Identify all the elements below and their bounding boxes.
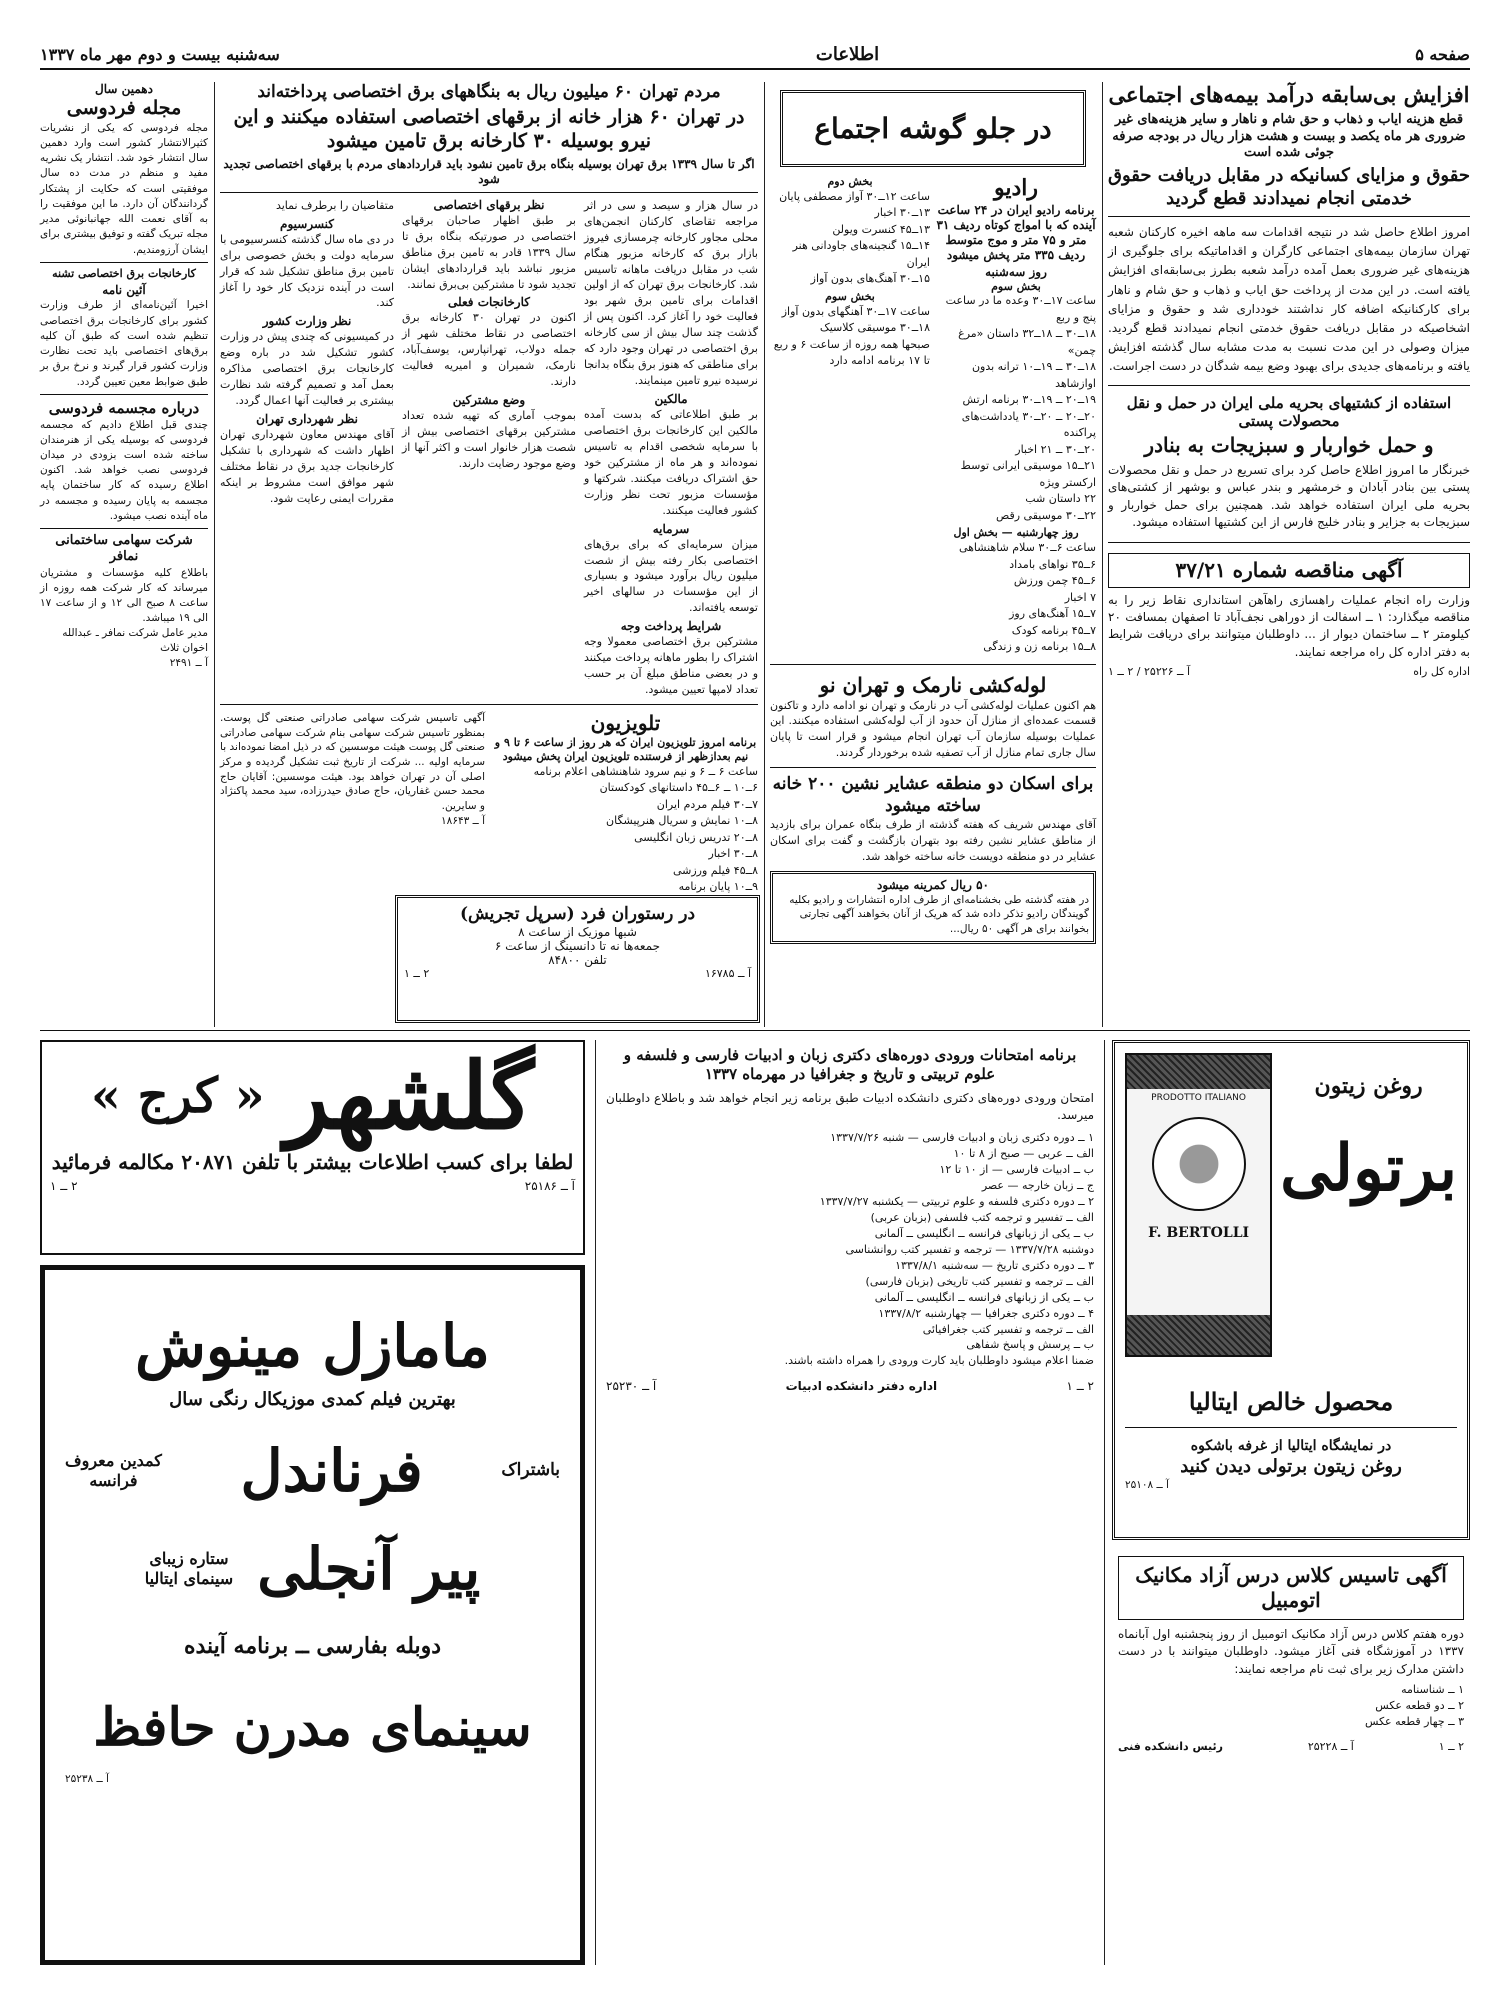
cinema-actor-1: فرناندل <box>240 1437 423 1505</box>
radio-program-line: ۱۹ــ۲۰ ــ ۱۹ــ۳۰ برنامه ارتش <box>962 393 1096 407</box>
tv-program-line: ۸ــ۳۰ اخبار <box>708 847 758 860</box>
statue-body: چندی قبل اطلاع دادیم که مجسمه فردوسی که بوسیله یکی از هنرمندان ساخته شده است بزودی در میدان فردوسی نصب خواهد شد. اکنون اطلاع رسیده که کار ساختمان پایه مجسمه به پایان رسیده و مجسمه در ماه آینده نصب میشود. <box>40 418 208 522</box>
exam-code-2: ۲ ــ ۱ <box>1066 1379 1094 1394</box>
issue-date: سه‌شنبه بیست و دوم مهر ماه ۱۳۳۷ <box>40 44 280 64</box>
tender-signature: اداره کل راه <box>1413 665 1470 679</box>
cinema-actor-1-desc-b: فرانسه <box>89 1471 138 1490</box>
column-box <box>780 90 1086 167</box>
tv-program-line: ۸ــ۱۰ نمایش و سریال هنرپیشگان <box>606 814 758 827</box>
small-ad-title: ۵۰ ریال کمرینه میشود <box>877 877 989 892</box>
can-brand-text: F. BERTOLLI <box>1148 1225 1250 1241</box>
exam-item: ۳ ــ دوره دکتری تاریخ — سه‌شنبه ۱۳۳۷/۸/۱ <box>895 1258 1094 1272</box>
tender-code: آ ــ ۲۵۲۲۶ / ۲ ــ ۱ <box>1108 665 1191 679</box>
bertolli-line-1: در نمایشگاه ایتالیا از غرفه باشکوه <box>1190 1438 1392 1454</box>
mid-body-3: در کمیسیونی که چندی پیش در وزارت کشور تشکیل شد در باره وضع کارخانجات برق اختصاصی مذاکره بعمل آمد و تصمیم گرفته شد نظارت بیشتری بر فعالیت آنها اعمال گردد. <box>220 330 394 408</box>
radio-program-line: ۱۸ــ۳۰ موسیقی کلاسیک <box>819 321 930 334</box>
company-notice: آگهی تاسیس شرکت سهامی صادراتی صنعتی گل پوست. بمنظور تاسیس شرکت سهامی بنام شرکت سهامی صادراتی صنعتی گل پوست هیئت موسسین که در ذیل امضا نموده‌اند با سرمایه اولیه ... شرکت از تاریخ ثبت تشکیل گردیده و مرکز اصلی آن در تهران خواهد بود. هیئت موسسین: آقایان حاج محمد حسن غفاریان، حاج صادق حیدرزاده، سید محمد پاکنژاد و سایرین. <box>220 712 485 813</box>
shipping-title: استفاده از کشتیهای بحریه ملی ایران در حمل و نقل محصولات پستی <box>1126 393 1452 431</box>
mechanic-item: ۱ ــ شناسنامه <box>1401 1683 1464 1697</box>
mechanic-item: ۳ ــ چهار قطعه عکس <box>1364 1715 1464 1729</box>
radio-program-line: ساعت ۱۲ــ۳۰ آواز مصطفی پایان <box>779 189 930 203</box>
radio-program-line: صبحها همه روزه از ساعت ۶ و ربع تا ۱۷ برنامه ادامه دارد <box>773 337 930 367</box>
bertolli-line-2: روغن زیتون برتولی دیدن کنید <box>1180 1455 1402 1477</box>
radio-program-line: ۶ــ۳۵ نواهای بامداد <box>1009 557 1096 571</box>
radio-section-2: روز چهارشنبه — بخش اول <box>953 526 1079 540</box>
cinema-actor-2-desc-b: سینمای ایتالیا <box>144 1569 234 1588</box>
mechanic-code: آ ــ ۲۵۲۲۸ <box>1307 1739 1354 1753</box>
golshahr-subtitle: « کرج » <box>90 1068 265 1124</box>
exam-item: ب ــ یکی از زبانهای فرانسه ــ انگلیسی ــ آلمانی <box>874 1290 1094 1304</box>
bertolli-sub: محصول خالص ایتالیا <box>1188 1387 1394 1416</box>
elec-body-3: میزان سرمایه‌ای که برای برق‌های اختصاصی بکار رفته بیش از شصت میلیون ریال برآورد میشود و بسیاری از این مؤسسات در سالهای اخیر توسعه یافته‌اند. <box>584 537 758 615</box>
cinema-line-3: دوبله بفارسی ــ برنامه آینده <box>183 1633 442 1659</box>
radio-program-line: ۸ــ۱۵ برنامه زن و زندگی <box>983 640 1096 653</box>
radio-program-line: ۲۰ــ۲۰ ــ ۲۰ــ۳۰ یادداشت‌های پراکنده <box>961 409 1096 440</box>
shipping-body: خبرنگار ما امروز اطلاع حاصل کرد برای تسریع در حمل و نقل محصولات پستی بین بنادر آبادان و خرمشهر و بندر عباس و بوشهر از کشتی‌های بحریه ملی ایران استفاده خواهد شد. همچنین برای حمل خواربار و سبزیجات به جزایر و بنادر خلیج فارس از این کشتیها استفاده میشود. <box>1108 463 1470 530</box>
namafar-body: باطلاع کلیه مؤسسات و مشتریان میرساند که کار شرکت همه روزه از ساعت ۸ صبح الی ۱۲ و از ساعت ۱۷ الی ۱۹ میباشد. <box>40 566 208 625</box>
elec-body-7: بموجب آماری که تهیه شده تعداد مشترکین برقهای اختصاصی بیش از شصت هزار خانوار است و اکثر آنها از وضع موجود رضایت دارند. <box>402 409 576 470</box>
tv-program-line: ۸ــ۴۵ فیلم ورزشی <box>672 863 758 877</box>
radio-program-line: ۱۵ــ۳۰ آهنگ‌های بدون آواز <box>810 272 930 286</box>
shipping-subtitle: و حمل خواربار و سبزیجات به بنادر <box>1144 433 1434 457</box>
cinema-code: آ ــ ۲۵۲۳۸ <box>65 1772 109 1785</box>
insurance-article <box>1108 82 1470 1027</box>
elec-body-4: مشترکین برق اختصاصی معمولا وجه اشتراک را بطور ماهانه پرداخت میکنند و در بعضی مناطق مبلغ آن بر حسب تعداد لامپها تعیین میشود. <box>584 635 758 697</box>
namafar-code: آ ــ ۲۴۹۱ <box>169 656 208 669</box>
tv-program-line: ۶ــ۱۰ ــ ۶ــ۴۵ داستانهای کودکستان <box>599 781 758 794</box>
column-box-label: در جلو گوشه اجتماع <box>814 112 1052 145</box>
restaurant-ad <box>395 895 760 1023</box>
ferdowsi-body: مجله فردوسی که یکی از نشریات کثیرالانتشار کشور است وارد دهمین سال انتشار خود شد. انتشار یک نشریه مفید و منظم در مدت ده سال موفقیتی است که حکایت از پشتکار گردانندگان آن دارد. ما این موفقیت را به آقای نعمت الله جهانبانوئی مدیر مجله تبریک گفته و توفیق بیشتری برای ایشان آرزومندیم. <box>40 121 208 256</box>
can-top-text: PRODOTTO ITALIANO <box>1151 1093 1246 1103</box>
tv-title: تلویزیون <box>590 711 661 735</box>
exam-item: ۱ ــ دوره دکتری زبان و ادبیات فارسی — شنبه ۱۳۳۷/۷/۲۶ <box>830 1131 1094 1145</box>
radio-program-line: ساعت ۱۷ــ۳۰ آهنگهای بدون آواز <box>781 304 930 318</box>
tv-intro: برنامه امروز تلویزیون ایران که هر روز از ساعت ۶ تا ۹ و نیم بعدازظهر از فرستنده تلویزیون ایران پخش میشود <box>494 736 757 763</box>
cinema-actor-1-desc-a: کمدین معروف <box>65 1451 162 1470</box>
company-notice-code: آ ــ ۱۸۶۴۳ <box>441 814 485 827</box>
radio-program-line: ۲۲ داستان شب <box>1025 492 1096 506</box>
mechanic-signature: رئیس دانشکده فنی <box>1118 1739 1223 1753</box>
tv-program-line: ۷ــ۳۰ فیلم مردم ایران <box>656 797 758 811</box>
exam-item: الف ــ تفسیر و ترجمه کتب فلسفی (بزبان عربی) <box>870 1210 1094 1224</box>
radio-intro: برنامه رادیو ایران در ۲۴ ساعت آینده که با امواج کوتاه ردیف ۳۱ متر و ۷۵ متر و موج متوسط ردیف ۳۳۵ متر پخش میشود <box>936 202 1096 262</box>
elec-body-1: در سال هزار و سیصد و سی در اثر مراجعه تقاضای کارکنان انجمن‌های محلی مجاور کارخانه چرمسازی فیروز بازار برق که کارخانه مزبور هنگام شب در مقابل دریافت ماهانه تاسیس شد. کارخانجات برق تهران که از اولین اقدامات برای تامین برق شهر بود فعالیت خود را آغاز کرد. اکنون پس از گذشت چند سال بیش از سی کارخانه برق اختصاصی در تهران وجود دارد که برای مناطقی که هنوز برق بنگاه بدانجا نرسیده نیرو تامین مینمایند. <box>584 198 758 388</box>
cinema-name: سینمای مدرن حافظ <box>93 1696 532 1758</box>
olive-branch-icon <box>1152 1117 1246 1211</box>
radio-section-3: بخش دوم <box>827 175 873 188</box>
radio-program-line: ساعت ۱۷ــ۳۰ وعده ما در ساعت پنج و ربع <box>945 294 1096 324</box>
small-ad <box>770 871 1096 944</box>
radio-program-line: ۶ــ۴۵ چمن ورزش <box>1013 574 1096 587</box>
resettle-body: آقای مهندس شریف که هفته گذشته از طرف بنگاه عمران برای بازدید از مناطق عشایر نشین رفته بود بتهران بازگشت و گفت برای اسکان عشایر در دو منطقه دویست خانه ساخته خواهد شد. <box>770 817 1096 863</box>
exam-item: ج ــ زبان خارجه — عصر <box>981 1179 1094 1193</box>
article-subtitle: قطع هزینه ایاب و ذهاب و حق شام و ناهار و سایر هزینه‌های غیر ضروری هر ماه یکصد و بیست و هشت هزار ریال در بودجه صرفه جوئی شده است <box>1112 112 1466 160</box>
elec-subhead-5: کارخانجات فعلی <box>448 295 530 310</box>
radio-program-line: ۲۲ــ۳۰ موسیقی رقص <box>996 508 1096 522</box>
tender-title: آگهی مناقصه شماره ۳۷/۲۱ <box>1108 553 1470 588</box>
exam-item: ضمنا اعلام میشود داوطلبان باید کارت ورودی را همراه داشته باشند. <box>784 1354 1094 1368</box>
mechanic-body: دوره هفتم کلاس درس آزاد مکانیک اتومبیل از روز پنجشنبه اول آبانماه ۱۳۳۷ در آموزشگاه فنی آغاز میشود. داوطلبان میتوانند با در دست داشتن مدارک زیر برای ثبت نام مراجعه نمایند: <box>1118 1627 1464 1676</box>
mid-heading-2: نظر وزارت کشور <box>262 314 352 329</box>
mid-heading-3: نظر شهرداری تهران <box>256 412 358 427</box>
statue-heading: درباره مجسمه فردوسی <box>48 398 200 417</box>
mid-body-4: آقای مهندس معاون شهرداری تهران اظهار داشت که شهرداری با تشکیل کارخانجات جدید برق در نقاط مختلف شهر موافق است مشروط بر اینکه مقررات ایمنی رعایت شود. <box>220 428 394 505</box>
left-column <box>40 82 208 1027</box>
bertolli-ad <box>1112 1040 1470 1540</box>
bertolli-brand: برتولی <box>1280 1130 1457 1206</box>
small-ad-body: در هفته گذشته طی بخشنامه‌ای از طرف اداره انتشارات و رادیو بکلیه گویندگان رادیو تذکر داده شد که هریک از آنان بخواهند آگهی تجارتی بخوانند برای هر آگهی ۵۰ ریال... <box>789 893 1089 935</box>
elec-body-6: اکنون در تهران ۳۰ کارخانه برق اختصاصی در نقاط مختلف شهر از جمله دولاب، تهرانپارس، یوسف‌آباد، نارمک، شمیران و امیریه فعالیت دارند. <box>402 311 576 389</box>
radio-day: روز سه‌شنبه <box>985 264 1047 279</box>
radio-program-line: ۷ــ۱۵ آهنگ‌های روز <box>1009 607 1096 620</box>
exam-item: الف ــ ترجمه و تفسیر کتب جغرافیائی <box>922 1322 1094 1336</box>
exam-code: آ ــ ۲۵۲۳۰ <box>606 1379 657 1394</box>
elec-title-2: در تهران ۶۰ هزار خانه از برقهای اختصاصی استفاده میکنند و این نیرو بوسیله ۳۰ کارخانه برق تامین میشود <box>233 106 745 152</box>
elec-body-2: بر طبق اطلاعاتی که بدست آمده مالکین این کارخانجات برق اختصاصی با سرمایه شخصی اقدام به تاسیس نموده‌اند و هر ماه از مشترکین خود حق اشتراک دریافت میکنند. شرکتها و مؤسسات مزبور تحت نظر وزارت کشور فعالیت میکنند. <box>584 408 758 517</box>
radio-section <box>770 82 1096 1027</box>
radio-program-line: ۱۴ــ۱۵ گنجینه‌های جاودانی هنر ایران <box>792 239 930 269</box>
radio-title: رادیو <box>993 175 1039 201</box>
tv-program-line: ساعت ۶ ــ ۶ و نیم سرود شاهنشاهی اعلام برنامه <box>533 764 758 778</box>
restaurant-code-2: ۲ ــ ۱ <box>404 967 430 981</box>
exam-item: الف ــ عربی — صبح از ۸ تا ۱۰ <box>953 1147 1094 1161</box>
left-heading-2: کارخانجات برق اختصاصی تشنه <box>52 266 196 280</box>
radio-program-line: ۷ــ۴۵ برنامه کودک <box>1011 623 1096 637</box>
golshahr-ad <box>40 1040 585 1255</box>
exam-item: الف ــ ترجمه و تفسیر کتب تاریخی (بزبان فارسی) <box>865 1274 1094 1288</box>
exam-item: ب ــ یکی از زبانهای فرانسه ــ انگلیسی ــ آلمانی <box>874 1226 1094 1240</box>
radio-section-1: بخش سوم <box>991 279 1041 293</box>
elec-subtitle: اگر تا سال ۱۳۳۹ برق تهران بوسیله بنگاه برق تامین نشود باید قراردادهای مردم با برقهای اختصاصی تجدید شود <box>223 156 755 186</box>
restaurant-phone: تلفن ۸۴۸۰۰ <box>548 953 607 968</box>
resettle-title: برای اسکان دو منطقه عشایر نشین ۲۰۰ خانه ساخته میشود <box>772 774 1094 816</box>
left-heading-3: آئین نامه <box>102 283 146 298</box>
elec-body-5: بر طبق اظهار صاحبان برقهای اختصاصی در صورتیکه بنگاه برق تا سال ۱۳۳۹ قادر به تامین برق مناطق مزبور نباشد باید قراردادهای ایشان تجدید شود تا مشترکین بی‌برق نمانند. <box>402 213 577 291</box>
radio-program-line: ساعت ۶ــ۳۰ سلام شاهنشاهی <box>958 541 1096 554</box>
restaurant-title: در رستوران فرد (سرپل تجریش) <box>459 904 696 924</box>
ferdowsi-title: مجله فردوسی <box>66 97 182 119</box>
mechanic-title: آگهی تاسیس کلاس درس آزاد مکانیک اتومبیل <box>1118 1556 1464 1620</box>
golshahr-code-2: ۲ ــ ۱ <box>50 1179 78 1193</box>
exam-title: برنامه امتحانات ورودی دوره‌های دکتری زبان و ادبیات فارسی و فلسفه و علوم تربیتی و تاریخ و جغرافیا در مهرماه ۱۳۳۷ <box>623 1046 1077 1083</box>
radio-section-4: بخش سوم <box>825 289 875 303</box>
bertolli-code: آ ــ ۲۵۱۰۸ <box>1125 1479 1169 1491</box>
elec-subhead-3: شرایط پرداخت وجه <box>620 619 722 634</box>
golshahr-line: لطفا برای کسب اطلاعات بیشتر با تلفن ۲۰۸۷۱ مکالمه فرمائید <box>51 1150 574 1174</box>
radio-program-line: ۱۳ــ۳۰ اخبار <box>874 206 930 220</box>
olive-oil-can-icon <box>1125 1053 1272 1357</box>
cinema-film-title: مامازل مینوش <box>135 1312 490 1380</box>
radio-program-line: ۷ اخبار <box>1064 590 1096 604</box>
elec-subhead-6: وضع مشترکین <box>452 393 526 408</box>
elec-subhead-1: مالکین <box>654 392 688 406</box>
exam-signature: اداره دفتر دانشکده ادبیات <box>785 1379 938 1394</box>
mechanic-code-2: ۲ ــ ۱ <box>1438 1739 1464 1753</box>
exam-program <box>595 1040 1105 1965</box>
cinema-actor-2-desc-a: ستاره زیبای <box>149 1549 229 1568</box>
exam-item: دوشنبه ۱۳۳۷/۷/۲۸ — ترجمه و تفسیر کتب روانشناسی <box>845 1242 1094 1256</box>
exam-item: ۲ ــ دوره دکتری فلسفه و علوم تربیتی — یکشنبه ۱۳۳۷/۷/۲۷ <box>819 1195 1094 1209</box>
namafar-heading: شرکت سهامی ساختمانی نمافر <box>55 533 193 565</box>
mechanic-item: ۲ ــ دو قطعه عکس <box>1375 1699 1464 1713</box>
article-subtitle-2: حقوق و مزایای کسانیکه در مقابل دریافت حقوق خدمتی انجام نمیدادند قطع گردید <box>1108 165 1470 209</box>
bertolli-label: روغن زیتون <box>1314 1073 1423 1099</box>
radio-program-line: ۲۰ــ۳۰ ــ ۲۱ اخبار <box>1015 442 1096 456</box>
article-title: افزایش بی‌سابقه درآمد بیمه‌های اجتماعی <box>1108 82 1470 107</box>
restaurant-line-2: جمعه‌ها نه تا دانسینگ از ساعت ۶ <box>494 939 661 954</box>
radio-program-line: ۲۱ــ۱۵ موسیقی ایرانی توسط ارکستر ویژه <box>960 459 1096 489</box>
exam-item: ب ــ پرسش و پاسخ شفاهی <box>966 1338 1094 1352</box>
elec-subhead-4: نظر برقهای اختصاصی <box>433 197 545 212</box>
exam-item: ب ــ ادبیات فارسی — از ۱۰ تا ۱۲ <box>939 1163 1094 1177</box>
exam-intro: امتحان ورودی دوره‌های دکتری دانشکده ادبیات طبق برنامه زیر انجام خواهد شد و باطلاع داوطلبان میرسد. <box>606 1090 1094 1122</box>
page-number: صفحه ۵ <box>1415 44 1470 64</box>
tender-body: وزارت راه انجام عملیات راهسازی راهآهن استانداری نقاط زیر را به مناقصه میگذارد: ۱ ــ اسفالت از دوراهی نجف‌آباد تا اصفهان بمسافت ۲۰ کیلومتر ۲ ــ ساختمان دیوار از ... داوطلبان میتوانند برای دریافت شرایط به دفتر اداره کل راه مراجعه نمایند. <box>1108 592 1470 659</box>
ferdowsi-label: دهمین سال <box>95 82 153 96</box>
cinema-with-label: باشتراک <box>501 1460 560 1481</box>
electricity-article <box>220 82 758 892</box>
mechanic-ad <box>1112 1550 1470 1965</box>
exam-item: ۴ ــ دوره دکتری جغرافیا — چهارشنبه ۱۳۳۷/۸/۲ <box>878 1306 1094 1320</box>
radio-program-line: ۱۸ــ۳۰ ــ ۱۹ــ۱۰ ترانه بدون اوازشاهد <box>971 360 1096 390</box>
mid-body-1: متقاضیان را برطرف نماید <box>275 198 394 212</box>
cinema-line-1: بهترین فیلم کمدی موزیکال رنگی سال <box>169 1388 456 1410</box>
mid-body-2: در دی ماه سال گذشته کنسرسیومی با سرمایه دولت و بخش خصوصی برای تامین برق مناطق تشکیل شد که قرار است در آینده نزدیک کار خود را آغاز کند. <box>220 232 394 310</box>
golshahr-code: آ ــ ۲۵۱۸۶ <box>524 1179 575 1193</box>
radio-program-line: ۱۳ــ۴۵ کنسرت ویولن <box>832 222 930 236</box>
golshahr-title: گلشهر <box>284 1042 535 1150</box>
narmak-title: لوله‌کشی نارمک و تهران نو <box>819 672 1047 697</box>
tv-program-line: ۸ــ۲۰ تدریس زبان انگلیسی <box>634 830 758 844</box>
radio-program-line: ۱۸ــ۳۰ ــ ۱۸ــ۳۲ داستان «مرغ چمن» <box>958 327 1096 357</box>
restaurant-code: آ ــ ۱۶۷۸۵ <box>704 967 751 981</box>
cinema-ad <box>40 1265 585 1965</box>
page-header <box>40 40 1470 70</box>
narmak-body: هم اکنون عملیات لوله‌کشی آب در نارمک و تهران نو ادامه دارد و تاکنون قسمت عمده‌ای از منازل آن حدود از آب لوله‌کشی استفاده میکنند. این عملیات بوسیله سازمان آب تهران انجام میشود و قرار است تا پایان سال جاری تمام منازل از آب تصفیه شده برخوردار گردند. <box>770 698 1096 760</box>
cinema-actor-2: پیر آنجلی <box>257 1535 481 1603</box>
newspaper-name: اطلاعات <box>815 43 880 65</box>
namafar-signature: مدیر عامل شرکت نمافر ـ عبدالله اخوان ثلاث <box>62 627 208 655</box>
article-body: امروز اطلاع حاصل شد در نتیجه اقدامات سه ماهه اخیره کارکنان شعبه تهران سازمان بیمه‌های اجتماعی کارگران و اقداماتیکه برای جلوگیری از هزینه‌های غیر ضروری بعمل آمده درآمد شعبه بطرز بی‌سابقه‌ای افزایش یافته است. در این مدت از پرداخت حق ایاب و ذهاب و حق شام و ناهار برای کارکنانیکه اضافه کار نداشتند خودداری شد و حقوق و مزایای اشخاصیکه در مقابل دریافت حقوق خدمتی انجام نمیدادند قطع گردید. میزان وصولی در این مدت نسبت به مدت مشابه سال گذشته افزایش یافته و برنامه‌های جدیدی برای بهبود وضع بیمه شدگان در دست اجراست. <box>1108 225 1470 374</box>
left-body-3: اخیرا آئین‌نامه‌ای از طرف وزارت کشور برای کارخانجات برق اختصاصی تنظیم شده است که طبق آن کلیه برق‌های اختصاصی باید تحت نظارت وزارت کشور قرار گیرند و نرخ برق بر طبق ضوابط معین تعیین گردد. <box>40 299 208 388</box>
tv-program-line: ۹ــ۱۰ پایان برنامه <box>678 880 758 893</box>
restaurant-line-1: شبها موزیک از ساعت ۸ <box>518 925 637 940</box>
elec-subhead-2: سرمایه <box>652 521 690 536</box>
mid-heading-1: کنسرسیوم <box>280 216 334 231</box>
elec-title-1: مردم تهران ۶۰ میلیون ریال به بنگاههای برق اختصاصی پرداخته‌اند <box>257 82 721 102</box>
